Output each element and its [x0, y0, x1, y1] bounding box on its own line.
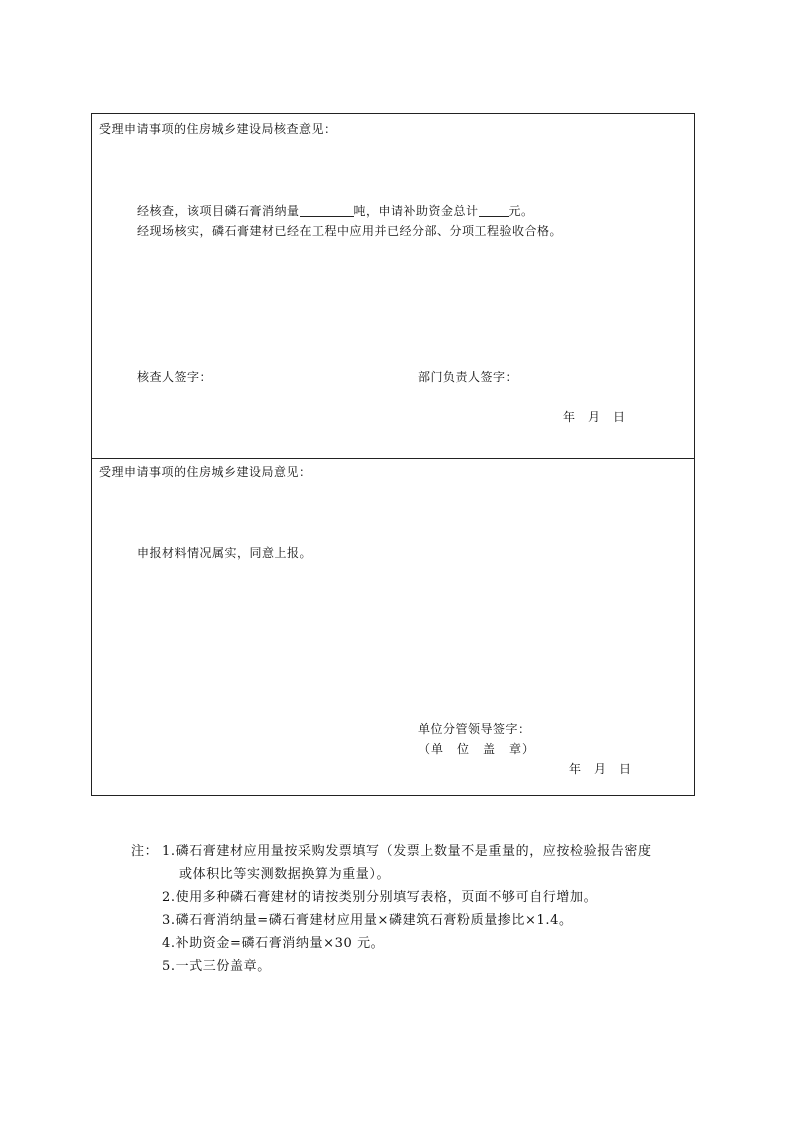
verification-section	[92, 114, 694, 459]
note-item-4: 4.补助资金=磷石膏消纳量×30 元。	[162, 936, 385, 951]
checker-signature-label: 核查人签字：	[137, 370, 213, 384]
opinion-statement: 申报材料情况属实，同意上报。	[137, 546, 313, 560]
note-item-3: 3.磷石膏消纳量=磷石膏建材应用量×磷建筑石膏粉质量掺比×1.4。	[162, 913, 573, 928]
note-item-5: 5.一式三份盖章。	[162, 959, 271, 974]
quantity-text-a: 经核查，该项目磷石膏消纳量	[137, 204, 300, 218]
verification-heading: 受理申请事项的住房城乡建设局核查意见：	[99, 122, 337, 136]
quantity-text-c: 元。	[508, 204, 534, 218]
quantity-blank[interactable]	[300, 204, 354, 217]
verification-line-quantity	[137, 202, 534, 219]
quantity-text-b: 吨，申请补助资金总计	[353, 204, 479, 218]
opinion-section	[92, 458, 694, 795]
opinion-heading: 受理申请事项的住房城乡建设局意见：	[99, 465, 312, 479]
leader-signature-label: 单位分管领导签字：	[418, 722, 531, 736]
verification-line-inspection: 经现场核实，磷石膏建材已经在工程中应用并已经分部、分项工程验收合格。	[137, 224, 563, 238]
review-form-table	[91, 113, 695, 796]
subsidy-blank[interactable]	[479, 204, 509, 217]
dept-head-signature-label: 部门负责人签字：	[418, 370, 519, 384]
note-item-1: 1.磷石膏建材应用量按采购发票填写（发票上数量不是重量的，应按检验报告密度	[162, 844, 652, 859]
note-item-1-continued: 或体积比等实测数据换算为重量）。	[179, 867, 391, 882]
note-item-2: 2.使用多种磷石膏建材的请按类别分别填写表格，页面不够可自行增加。	[162, 890, 598, 905]
seal-label: （单 位 盖 章）	[418, 742, 536, 756]
date-label: 年 月 日	[563, 410, 626, 424]
notes-prefix: 注：	[131, 844, 159, 859]
date-label: 年 月 日	[569, 762, 632, 776]
